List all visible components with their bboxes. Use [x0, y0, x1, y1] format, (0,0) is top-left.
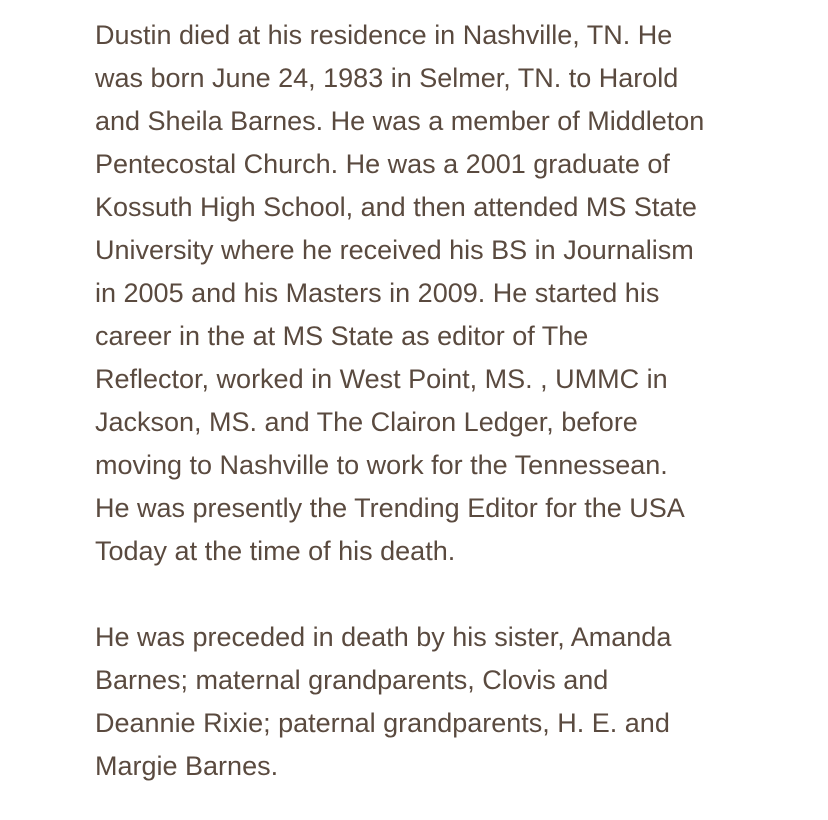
text-line: Barnes; maternal grandparents, Clovis and — [95, 665, 609, 695]
text-line: He was preceded in death by his sister, Amanda — [95, 622, 672, 652]
text-line: was born June 24, 1983 in Selmer, TN. to Harold — [95, 63, 679, 93]
text-line: Deannie Rixie; paternal grandparents, H. E. and — [95, 708, 670, 738]
text-line: Dustin died at his residence in Nashville, TN. He — [95, 20, 673, 50]
obituary-text — [95, 14, 755, 788]
text-line: Pentecostal Church. He was a 2001 graduate of — [95, 149, 670, 179]
text-line: Today at the time of his death. — [95, 536, 456, 566]
text-line: in 2005 and his Masters in 2009. He started his — [95, 278, 660, 308]
obituary-paragraph-1 — [95, 14, 755, 573]
text-line: Margie Barnes. — [95, 751, 279, 781]
text-line: career in the at MS State as editor of The — [95, 321, 589, 351]
text-line: Jackson, MS. and The Clairon Ledger, before — [95, 407, 638, 437]
text-line: Reflector, worked in West Point, MS. , UMMC in — [95, 364, 668, 394]
paragraph-spacer — [95, 573, 755, 616]
obituary-paragraph-2 — [95, 616, 755, 788]
text-line: He was presently the Trending Editor for the USA — [95, 493, 685, 523]
text-line: University where he received his BS in Journalism — [95, 235, 694, 265]
text-line: moving to Nashville to work for the Tennessean. — [95, 450, 668, 480]
text-line: and Sheila Barnes. He was a member of Middleton — [95, 106, 705, 136]
text-line: Kossuth High School, and then attended MS State — [95, 192, 697, 222]
